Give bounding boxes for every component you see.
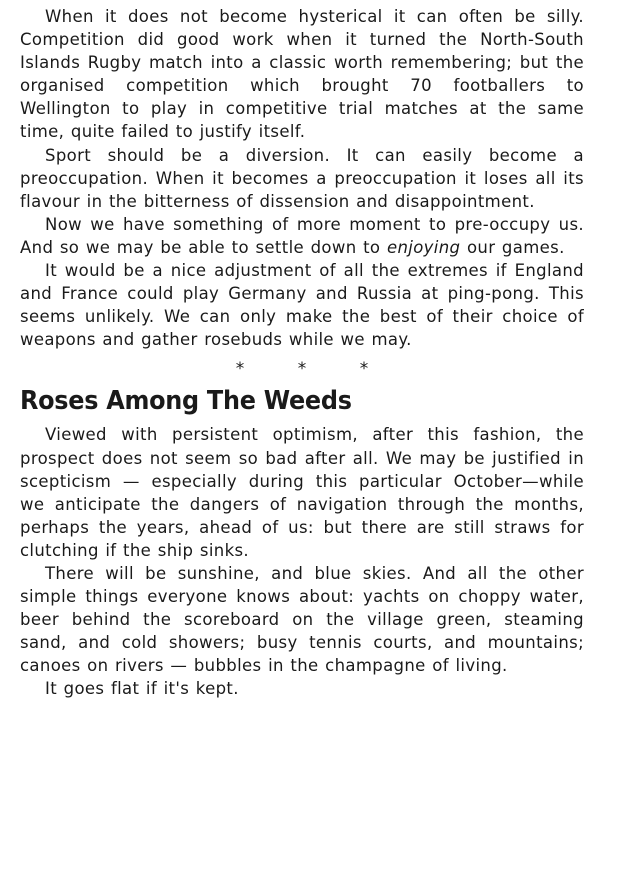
paragraph-hysterical: When it does not become hysterical it can often be silly. Competition did good work when it turned the North-South Islands Rugby match into a classic worth remembering; but the organised competition which brought 70 footballers to Wellington to play in competitive trial matches at the same time, quite failed to justify itself. — [20, 7, 584, 142]
paragraph-goes-flat: It goes flat if it's kept. — [45, 679, 239, 699]
separator-star-1: * — [235, 359, 245, 380]
paragraph-preoccupy — [20, 213, 584, 259]
separator-star-3: * — [359, 359, 369, 380]
paragraph-sunshine: There will be sunshine, and blue skies. And all the other simple things everyone knows about: yachts on choppy water, beer behind the scoreboard on the village green, steaming sand, and cold showers; busy tennis courts, and mountains; canoes on rivers — bubbles in the champagne of living. — [20, 563, 584, 676]
paragraph-optimism: Viewed with persistent optimism, after this fashion, the prospect does not seem so bad after all. We may be justified in scepticism — especially during this particular October—while we anticipate the dangers of navigation through the months, perhaps the years, ahead of us: but there are still straws for clutching if the ship sinks. — [20, 425, 584, 560]
section-separator — [20, 357, 584, 381]
separator-star-2: * — [297, 359, 307, 380]
paragraph-diversion: Sport should be a diversion. It can easily become a preoccupation. When it becomes a preoccupation it loses all its flavour in the bitterness of dissension and disappointment. — [20, 145, 584, 211]
paragraph-ping-pong: It would be a nice adjustment of all the extremes if England and France could play Germany and Russia at ping-pong. This seems unlikely. We can only make the best of their choice of weapons and gather rosebuds while we may. — [20, 261, 584, 350]
article-page — [20, 5, 584, 701]
section-heading: Roses Among The Weeds — [20, 386, 352, 417]
paragraph-preoccupy-text-end: our games. — [460, 237, 565, 257]
emphasis-enjoying: enjoying — [386, 237, 461, 257]
paragraph-preoccupy-text-start: Now we have something of more moment to pre-occupy us. And so we may be able to settle down to — [20, 214, 584, 257]
